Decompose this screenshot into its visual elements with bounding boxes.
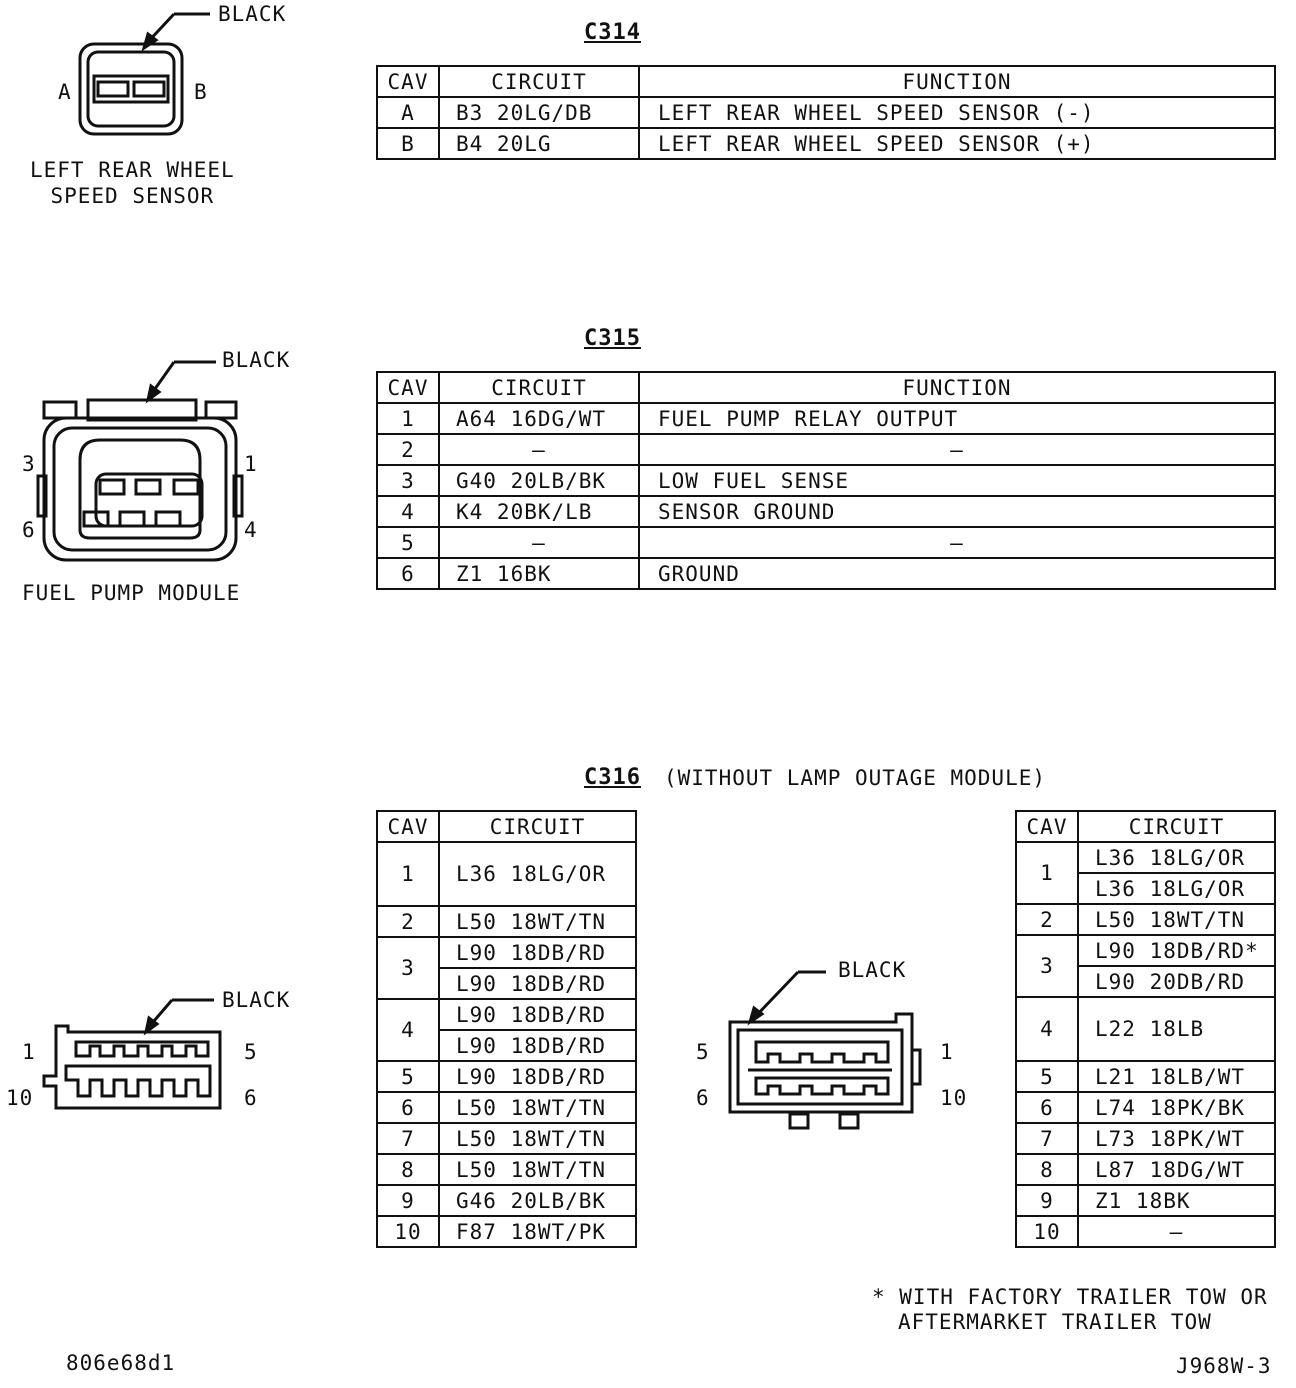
circuit-cell: L90 18DB/RD xyxy=(439,999,636,1030)
cav-cell: 4 xyxy=(1016,997,1078,1061)
function-cell: LOW FUEL SENSE xyxy=(639,465,1275,496)
circuit-cell: B4 20LG xyxy=(439,128,639,159)
table-row xyxy=(377,465,1275,496)
table-row xyxy=(377,434,1275,465)
table-row xyxy=(377,1061,636,1092)
c316-title: C316 xyxy=(584,765,641,790)
circuit-cell: L50 18WT/TN xyxy=(439,906,636,937)
cav-cell: 3 xyxy=(1016,935,1078,997)
c314-title: C314 xyxy=(584,20,641,45)
header-function: FUNCTION xyxy=(639,66,1275,97)
cav-cell: 3 xyxy=(377,465,439,496)
table-header-row xyxy=(1016,811,1275,842)
circuit-cell: L74 18PK/BK xyxy=(1078,1092,1275,1123)
function-cell: GROUND xyxy=(639,558,1275,589)
c314-pin-b: B xyxy=(194,80,208,104)
c314-pin-a: A xyxy=(58,80,72,104)
cav-cell: 4 xyxy=(377,999,439,1061)
cav-cell: 6 xyxy=(377,558,439,589)
c315-pin-1: 1 xyxy=(244,452,258,476)
circuit-cell: L36 18LG/OR xyxy=(1078,873,1275,904)
cav-cell: 9 xyxy=(377,1185,439,1216)
cav-cell: 5 xyxy=(1016,1061,1078,1092)
table-row xyxy=(377,97,1275,128)
function-cell: SENSOR GROUND xyxy=(639,496,1275,527)
cav-cell: 6 xyxy=(377,1092,439,1123)
function-cell: LEFT REAR WHEEL SPEED SENSOR (+) xyxy=(639,128,1275,159)
circuit-cell: L90 20DB/RD xyxy=(1078,966,1275,997)
circuit-cell: L36 18LG/OR xyxy=(1078,842,1275,873)
circuit-cell: – xyxy=(439,434,639,465)
circuit-cell: G46 20LB/BK xyxy=(439,1185,636,1216)
cav-cell: 8 xyxy=(377,1154,439,1185)
circuit-cell: L87 18DG/WT xyxy=(1078,1154,1275,1185)
c316-right-color-label: BLACK xyxy=(838,958,907,982)
header-circuit: CIRCUIT xyxy=(439,66,639,97)
circuit-cell: L50 18WT/TN xyxy=(439,1154,636,1185)
circuit-cell: L50 18WT/TN xyxy=(439,1092,636,1123)
c315-pinout-table xyxy=(376,371,1276,590)
c315-connector-drawing xyxy=(30,340,270,580)
c314-connector-label: LEFT REAR WHEEL SPEED SENSOR xyxy=(30,158,235,208)
circuit-cell: Z1 18BK xyxy=(1078,1185,1275,1216)
footnote-line-1: * WITH FACTORY TRAILER TOW OR xyxy=(872,1285,1268,1309)
circuit-cell: L36 18LG/OR xyxy=(439,842,636,906)
c315-color-label: BLACK xyxy=(222,348,291,372)
circuit-cell: L90 18DB/RD* xyxy=(1078,935,1275,966)
circuit-cell: L50 18WT/TN xyxy=(1078,904,1275,935)
circuit-cell: L90 18DB/RD xyxy=(439,937,636,968)
circuit-cell: Z1 16BK xyxy=(439,558,639,589)
function-cell: – xyxy=(639,527,1275,558)
header-cav: CAV xyxy=(377,66,439,97)
circuit-cell: – xyxy=(439,527,639,558)
cav-cell: B xyxy=(377,128,439,159)
cav-cell: 1 xyxy=(1016,842,1078,904)
c316-right-pin-6: 6 xyxy=(696,1086,710,1110)
c316-left-color-label: BLACK xyxy=(222,988,291,1012)
table-row xyxy=(1016,1185,1275,1216)
c316-right-pin-10: 10 xyxy=(940,1086,968,1110)
cav-cell: 1 xyxy=(377,842,439,906)
table-row xyxy=(1016,1123,1275,1154)
circuit-cell: B3 20LG/DB xyxy=(439,97,639,128)
table-header-row xyxy=(377,811,636,842)
cav-cell: A xyxy=(377,97,439,128)
c316-left-pin-5: 5 xyxy=(244,1040,258,1064)
circuit-cell: A64 16DG/WT xyxy=(439,403,639,434)
cav-cell: 9 xyxy=(1016,1185,1078,1216)
c316-left-pin-1: 1 xyxy=(22,1040,36,1064)
table-row xyxy=(377,1185,636,1216)
c315-title: C315 xyxy=(584,326,641,351)
footer-left-code: 806e68d1 xyxy=(66,1351,176,1375)
table-row xyxy=(1016,842,1275,873)
table-row xyxy=(1016,997,1275,1061)
cav-cell: 2 xyxy=(377,906,439,937)
header-cav: CAV xyxy=(1016,811,1078,842)
table-row xyxy=(377,558,1275,589)
c316-right-connector-drawing xyxy=(720,950,940,1140)
header-circuit: CIRCUIT xyxy=(439,811,636,842)
table-row xyxy=(377,906,636,937)
circuit-cell: G40 20LB/BK xyxy=(439,465,639,496)
header-cav: CAV xyxy=(377,372,439,403)
circuit-cell: L90 18DB/RD xyxy=(439,1030,636,1061)
cav-cell: 2 xyxy=(377,434,439,465)
c316-right-pin-1: 1 xyxy=(940,1040,954,1064)
table-row xyxy=(1016,1154,1275,1185)
cav-cell: 7 xyxy=(377,1123,439,1154)
footnote-line-2: AFTERMARKET TRAILER TOW xyxy=(898,1310,1212,1334)
function-cell: FUEL PUMP RELAY OUTPUT xyxy=(639,403,1275,434)
function-cell: LEFT REAR WHEEL SPEED SENSOR (-) xyxy=(639,97,1275,128)
table-row xyxy=(377,403,1275,434)
c314-pinout-table xyxy=(376,65,1276,160)
c316-subtitle: (WITHOUT LAMP OUTAGE MODULE) xyxy=(664,766,1047,790)
c315-connector-label: FUEL PUMP MODULE xyxy=(22,581,241,605)
c315-pin-4: 4 xyxy=(244,518,258,542)
c316-left-connector-drawing xyxy=(36,980,246,1120)
cav-cell: 4 xyxy=(377,496,439,527)
circuit-cell: L21 18LB/WT xyxy=(1078,1061,1275,1092)
table-row xyxy=(377,1123,636,1154)
cav-cell: 5 xyxy=(377,527,439,558)
circuit-cell: L73 18PK/WT xyxy=(1078,1123,1275,1154)
table-header-row xyxy=(377,66,1275,97)
c316-left-pin-10: 10 xyxy=(6,1086,34,1110)
c316-right-pinout-table xyxy=(1015,810,1276,1248)
function-cell: – xyxy=(639,434,1275,465)
c316-right-pin-5: 5 xyxy=(696,1040,710,1064)
cav-cell: 7 xyxy=(1016,1123,1078,1154)
circuit-cell: K4 20BK/LB xyxy=(439,496,639,527)
table-row xyxy=(377,527,1275,558)
table-row xyxy=(1016,1216,1275,1247)
c316-left-pinout-table xyxy=(376,810,637,1248)
header-cav: CAV xyxy=(377,811,439,842)
cav-cell: 8 xyxy=(1016,1154,1078,1185)
table-row xyxy=(377,937,636,968)
footer-right-code: J968W-3 xyxy=(1176,1354,1272,1378)
cav-cell: 5 xyxy=(377,1061,439,1092)
c316-left-pin-6: 6 xyxy=(244,1086,258,1110)
cav-cell: 10 xyxy=(377,1216,439,1247)
table-row xyxy=(1016,1061,1275,1092)
header-circuit: CIRCUIT xyxy=(439,372,639,403)
table-row xyxy=(1016,1092,1275,1123)
header-function: FUNCTION xyxy=(639,372,1275,403)
table-row xyxy=(377,1216,636,1247)
cav-cell: 2 xyxy=(1016,904,1078,935)
circuit-cell: L90 18DB/RD xyxy=(439,968,636,999)
circuit-cell: L90 18DB/RD xyxy=(439,1061,636,1092)
circuit-cell: – xyxy=(1078,1216,1275,1247)
table-header-row xyxy=(377,372,1275,403)
table-row xyxy=(377,842,636,906)
table-row xyxy=(377,128,1275,159)
cav-cell: 3 xyxy=(377,937,439,999)
circuit-cell: F87 18WT/PK xyxy=(439,1216,636,1247)
circuit-cell: L22 18LB xyxy=(1078,997,1275,1061)
table-row xyxy=(377,1154,636,1185)
table-row xyxy=(1016,935,1275,966)
header-circuit: CIRCUIT xyxy=(1078,811,1275,842)
cav-cell: 10 xyxy=(1016,1216,1078,1247)
cav-cell: 6 xyxy=(1016,1092,1078,1123)
table-row xyxy=(377,999,636,1030)
circuit-cell: L50 18WT/TN xyxy=(439,1123,636,1154)
table-row xyxy=(1016,904,1275,935)
table-row xyxy=(377,496,1275,527)
table-row xyxy=(377,1092,636,1123)
c315-pin-3: 3 xyxy=(22,452,36,476)
c315-pin-6: 6 xyxy=(22,518,36,542)
c314-color-label: BLACK xyxy=(218,2,287,26)
cav-cell: 1 xyxy=(377,403,439,434)
